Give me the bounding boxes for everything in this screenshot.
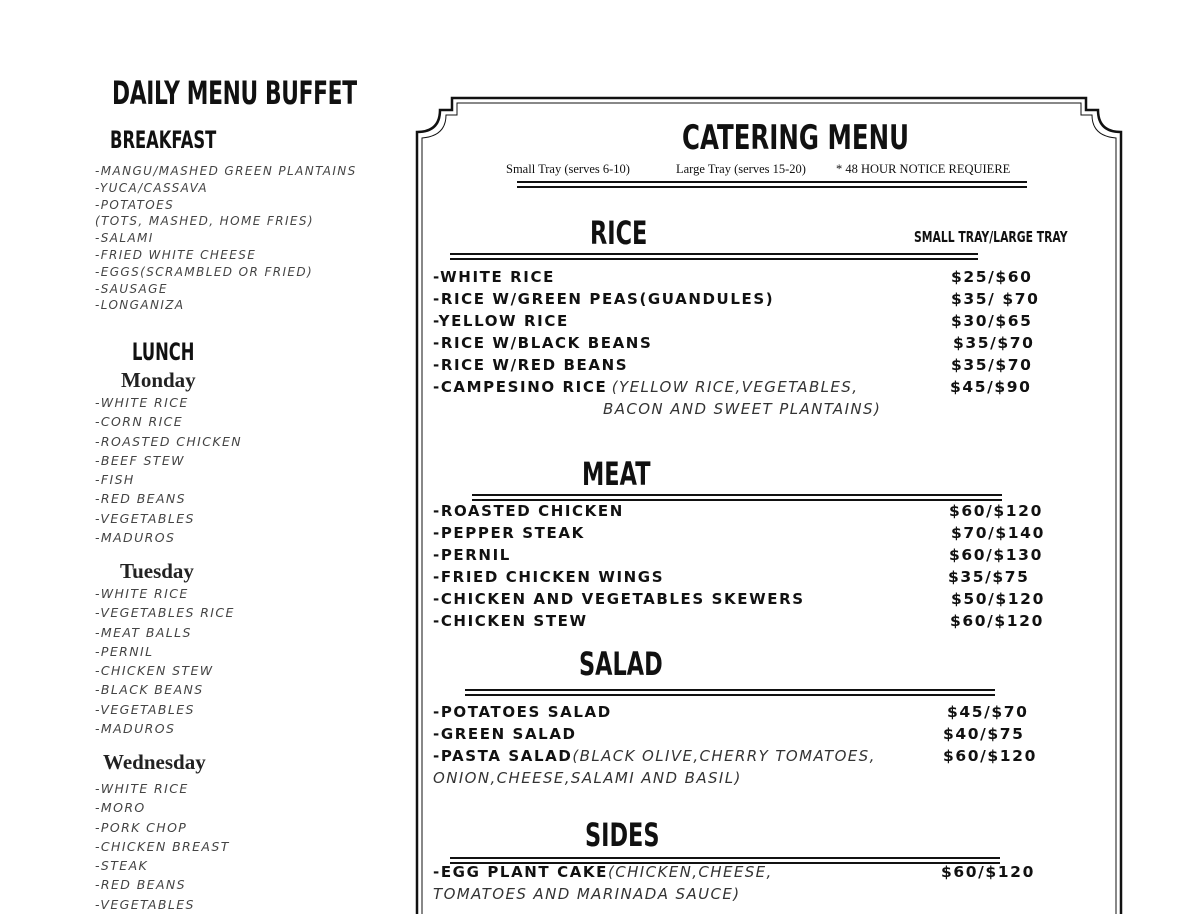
item-price: $25/$60 xyxy=(951,268,1033,286)
section-heading-salad: SALAD xyxy=(579,645,663,683)
item-price: $40/$75 xyxy=(943,725,1025,743)
menu-item xyxy=(433,588,1045,610)
menu-item xyxy=(433,566,1030,588)
sides-list xyxy=(433,861,1035,903)
day-heading-wednesday: Wednesday xyxy=(103,750,206,774)
item-description: (YELLOW RICE,VEGETABLES, xyxy=(611,378,859,396)
list-item: -SAUSAGE xyxy=(95,281,168,296)
list-item: -MORO xyxy=(95,800,146,816)
list-item: -FISH xyxy=(95,472,135,488)
item-name: -RICE W/RED BEANS xyxy=(433,356,629,374)
rice-divider xyxy=(450,253,978,260)
section-heading-rice: RICE xyxy=(590,214,648,252)
list-item: -RED BEANS xyxy=(95,491,187,507)
item-name: -YELLOW RICE xyxy=(433,312,569,330)
tray-size-header: SMALL TRAY/LARGE TRAY xyxy=(914,228,1068,246)
item-name: -WHITE RICE xyxy=(433,268,555,286)
item-name: -ROASTED CHICKEN xyxy=(433,502,624,520)
rice-list xyxy=(433,266,1040,418)
menu-item xyxy=(433,544,1043,566)
list-item: -MEAT BALLS xyxy=(95,624,192,640)
day-heading-monday: Monday xyxy=(121,368,196,392)
list-item: -PORK CHOP xyxy=(95,819,188,835)
item-name: -CAMPESINO RICE xyxy=(433,378,608,396)
list-item: -CHICKEN BREAST xyxy=(95,838,230,854)
item-description-cont: BACON AND SWEET PLANTAINS) xyxy=(603,400,882,418)
menu-item xyxy=(433,701,1029,723)
item-name: -POTATOES SALAD xyxy=(433,703,612,721)
list-item: -YUCA/CASSAVA xyxy=(95,180,209,195)
item-price: $45/$70 xyxy=(947,703,1029,721)
list-item: -WHITE RICE xyxy=(95,781,189,796)
item-name: -GREEN SALAD xyxy=(433,725,577,743)
list-item: -PERNIL xyxy=(95,643,154,659)
meat-list xyxy=(433,500,1045,632)
salad-list xyxy=(433,701,1037,787)
list-item: -FRIED WHITE CHEESE xyxy=(95,247,257,262)
item-name: -RICE W/BLACK BEANS xyxy=(433,334,653,352)
lunch-heading: LUNCH xyxy=(132,338,195,366)
list-item: -LONGANIZA xyxy=(95,298,185,313)
list-item: -CHICKEN STEW xyxy=(95,663,214,679)
item-price: $35/$75 xyxy=(948,568,1030,586)
item-name: -RICE W/GREEN PEAS(GUANDULES) xyxy=(433,290,775,308)
list-item: -VEGETABLES xyxy=(95,510,195,526)
item-price: $35/$70 xyxy=(951,356,1033,374)
daily-menu-column xyxy=(0,0,400,912)
list-item: -VEGETABLES RICE xyxy=(95,605,235,621)
item-name: -CHICKEN STEW xyxy=(433,612,588,630)
list-item: -BEEF STEW xyxy=(95,452,185,468)
item-price: $45/$90 xyxy=(950,378,1032,396)
list-item: -VEGETABLES xyxy=(95,701,195,717)
item-price: $35/$70 xyxy=(953,334,1035,352)
item-name: -PASTA SALAD xyxy=(433,747,573,765)
item-description-cont: TOMATOES AND MARINADA SAUCE) xyxy=(433,885,741,903)
item-price: $30/$65 xyxy=(951,312,1033,330)
item-description: (BLACK OLIVE,CHERRY TOMATOES, xyxy=(572,747,876,765)
list-item: -RED BEANS xyxy=(95,877,187,893)
wednesday-list xyxy=(95,779,230,914)
list-item: -SALAMI xyxy=(95,231,154,246)
list-item: -MADUROS xyxy=(95,530,176,546)
menu-item xyxy=(433,745,1037,787)
list-item: -ROASTED CHICKEN xyxy=(95,433,243,449)
list-item: (TOTS, MASHED, HOME FRIES) xyxy=(95,214,314,229)
tuesday-list xyxy=(95,584,235,738)
section-heading-meat: MEAT xyxy=(582,455,651,493)
menu-item xyxy=(433,310,1033,332)
section-heading-sides: SIDES xyxy=(585,816,660,854)
day-heading-tuesday: Tuesday xyxy=(120,559,194,583)
daily-menu-title: DAILY MENU BUFFET xyxy=(112,74,357,112)
menu-item xyxy=(433,861,1035,903)
list-item: -EGGS(SCRAMBLED OR FRIED) xyxy=(95,264,314,279)
notice-note: * 48 HOUR NOTICE REQUIERE xyxy=(836,162,1011,176)
menu-item xyxy=(433,376,1032,418)
item-name: -FRIED CHICKEN WINGS xyxy=(433,568,665,586)
monday-list xyxy=(95,393,242,547)
menu-item xyxy=(433,332,1035,354)
list-item: -BLACK BEANS xyxy=(95,682,204,698)
menu-item xyxy=(433,522,1045,544)
item-price: $60/$120 xyxy=(943,747,1037,765)
salad-divider xyxy=(465,689,995,696)
item-name: -EGG PLANT CAKE xyxy=(433,863,608,881)
breakfast-list xyxy=(95,163,357,314)
item-price: $50/$120 xyxy=(951,590,1045,608)
item-price: $60/$120 xyxy=(950,612,1044,630)
item-price: $35/ $70 xyxy=(951,290,1040,308)
list-item: -WHITE RICE xyxy=(95,586,189,601)
list-item: -MADUROS xyxy=(95,721,176,737)
item-price: $70/$140 xyxy=(951,524,1045,542)
menu-item xyxy=(433,723,1025,745)
item-price: $60/$120 xyxy=(949,502,1043,520)
item-name: -PEPPER STEAK xyxy=(433,524,585,542)
menu-item xyxy=(433,610,1044,632)
menu-item xyxy=(433,500,1043,522)
list-item: -POTATOES xyxy=(95,197,175,212)
small-tray-note: Small Tray (serves 6-10) xyxy=(506,162,630,176)
item-price: $60/$130 xyxy=(949,546,1043,564)
list-item: -WHITE RICE xyxy=(95,395,189,410)
list-item: -MANGU/MASHED GREEN PLANTAINS xyxy=(95,164,357,178)
item-name: -PERNIL xyxy=(433,546,511,564)
list-item: -STEAK xyxy=(95,858,149,874)
header-divider xyxy=(517,181,1027,188)
menu-item xyxy=(433,354,1033,376)
menu-item xyxy=(433,266,1033,288)
menu-item xyxy=(433,288,1040,310)
item-description-cont: ONION,CHEESE,SALAMI AND BASIL) xyxy=(433,769,742,787)
list-item: -CORN RICE xyxy=(95,414,184,430)
breakfast-heading: BREAKFAST xyxy=(110,126,217,154)
item-name: -CHICKEN AND VEGETABLES SKEWERS xyxy=(433,590,805,608)
large-tray-note: Large Tray (serves 15-20) xyxy=(676,162,806,176)
item-description: (CHICKEN,CHEESE, xyxy=(607,863,773,881)
list-item: -VEGETABLES xyxy=(95,896,195,912)
item-price: $60/$120 xyxy=(941,863,1035,881)
catering-title: CATERING MENU xyxy=(682,118,909,158)
